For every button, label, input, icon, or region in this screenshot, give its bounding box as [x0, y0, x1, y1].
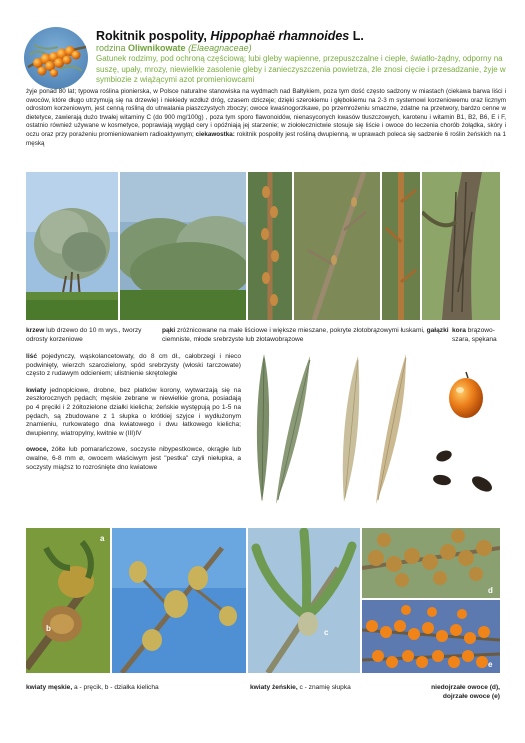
flowers-label: kwiaty [26, 386, 47, 394]
caption-bark-text: brązowo-szara, spękana [452, 327, 497, 343]
caption-fruit-line2: dojrzałe owoce (e) [442, 692, 500, 700]
label-e: e [488, 660, 493, 669]
leaf-upper-side [257, 354, 269, 502]
caption-male-label: kwiaty męskie, [26, 684, 73, 691]
caption-female-flowers [250, 684, 390, 693]
fruit-label: owoce, [26, 446, 49, 454]
leaf-label: liść [26, 353, 37, 360]
seeds [432, 449, 494, 495]
label-c: c [324, 628, 329, 637]
page-title [96, 29, 364, 43]
label-b: b [46, 624, 51, 633]
curiosity-label: ciekawostka: [195, 130, 235, 138]
flowers-description [26, 387, 241, 439]
main-text: żyje ponad 80 lat; typowa roślina pionierska, w Polsce naturalne stanowiska na wydmach nad Bałtykiem, poza tym dość często sadzony w miastach (ciekawa barwa liści i owoców, które długo utrzymują się na drzewie) i niekiedy wzdłuż dróg, czasem dziczeje; dzięki szerokiemu i głębokiemu na 2-3 m systemowi korzeniowemu oraz licznym odrostom korzeniowym, jest cenną rośliną do utrwalania piaszczystych zboczy; owoce kwaśnogorzkawe, po przemrożeniu smaczne, zdatne na przetwory, bardzo cenne w dietetyce, zawierają dużo trwałej witaminy C (do 900 mg/100g) , poza tym sporo flawonoidów, nienasyconych kwasów tłuszczowych, karotenu i witamin B1, B2, B6, E i F, ostatnio również używane w kosmetyce, poprawiają wygląd cery i opóźniają jej starzenie; w ziołolecznictwie stosuje się liście i owoce do leczenia chorób żołądka, skóry i oczu oraz przy porażeniu promieniowaniem radioaktywnym; [26, 88, 506, 138]
leaf-illustrations [246, 352, 420, 508]
fruit-and-seeds [424, 368, 500, 508]
title-common-name: Rokitnik pospolity, [96, 29, 211, 43]
title-latin-name: Hippophaë rhamnoides [210, 29, 350, 43]
flowers-text: jednopłciowe, drobne, bez płatków korony, wytwarzają się na zeszłorocznych pędach; męskie zebrane w niewielkie grona, posiadają po 4 pręciki i 2 żółtozielone działki kielicha; żeńskie występują po 1-5 na pędach, są zbudowane z 1 słupka o krótkiej szyjce i wydłużonym znamieniu, rurkowatego dna kwiatowego i dwu łatkowego kielicha; dwupienny, wiatropylny, kwitnie w (III)IV [26, 386, 241, 437]
caption-shrub-text: lub drzewo do 10 m wys., tworzy odrosty korzeniowe [26, 327, 142, 343]
label-d: d [488, 586, 493, 595]
photo-shrub [26, 172, 118, 320]
fruit-whole [449, 372, 483, 418]
leaf-description [26, 353, 241, 379]
family-label: rodzina [96, 43, 129, 53]
caption-buds-text: zróżnicowane na małe liściowe i większe mieszane, pokryte złotobrązowymi łuskami, [175, 327, 427, 334]
caption-fruit-line1: niedojrzałe owoce (d), [431, 684, 500, 691]
fruit-text: żółte lub pomarańczowe, soczyste nibypestkowce, okrągłe lub owalne, 6-8 mm ø, owocem właściwym jest "pestka" czyli niełupka, a soczysty miąższ to rozrośnięte dno kwiatowe [26, 446, 241, 471]
photo-female-flower [248, 528, 360, 673]
main-paragraph [26, 88, 506, 148]
curiosity-text: rokitnik pospolity jest rośliną dwupienną, w uprawach poleca się sadzenie 6 roślin żeńskich na 1 męską [26, 130, 506, 147]
caption-buds-label: pąki [162, 327, 176, 334]
caption-shrub-label: krzew [26, 327, 45, 334]
leaf-upper-side-2 [276, 356, 310, 504]
fruit-description [26, 446, 241, 472]
caption-female-text: c - znamię słupka [297, 684, 351, 691]
caption-male-flowers [26, 684, 226, 693]
photo-ripe-fruit [362, 600, 500, 673]
caption-male-text: a - pręcik, b - działka kielicha [72, 684, 159, 691]
caption-buds [162, 327, 454, 344]
intro-text: Gatunek rodzimy, pod ochroną częściową; lubi gleby wapienne, przepuszczalne i ciepłe, światło-żądny, odporny na suszę, upały, mrozy, niewielkie zasolenie gleby i zanieczyszczenia powietrza, źle znosi cięcie i przesadzanie, żyje w symbiozie z wiążącymi azot promieniowcami [96, 54, 506, 84]
caption-female-label: kwiaty żeńskie, [250, 684, 298, 691]
header-fruit-photo [24, 27, 88, 89]
family-name: Oliwnikowate [128, 43, 186, 53]
family-latin: (Elaeagnaceae) [188, 43, 252, 53]
caption-bark-label: kora [452, 327, 466, 334]
caption-bark [452, 327, 504, 344]
photo-twig-thorn [294, 172, 380, 320]
photo-branch [382, 172, 420, 320]
family-line [96, 43, 252, 53]
description-column [26, 353, 241, 472]
leaf-under-side-2 [376, 354, 406, 504]
photo-thicket [120, 172, 246, 320]
photo-male-flower-2 [112, 528, 246, 673]
label-a: a [100, 534, 105, 543]
caption-fruits [400, 684, 500, 701]
photo-male-flower-1 [26, 528, 110, 673]
photo-bark [422, 172, 500, 320]
leaf-under-side [343, 356, 359, 502]
title-author: L. [349, 29, 364, 43]
photo-unripe-fruit [362, 528, 500, 598]
photo-buds [248, 172, 292, 320]
caption-twigs-text: ciemniste, młode srebrzyste lub złotawobrązowe [162, 335, 304, 343]
caption-twigs-label: gałązki [426, 327, 449, 334]
caption-shrub [26, 327, 146, 344]
leaf-text: pojedynczy, wąskolancetowaty, do 8 cm dł., całobrzegi i nieco podwinięty, wierzch szarozielony, spód srebrzysty (włoski tarczowate) często z rudawym odcieniem; ulistnienie skrętoległe [26, 353, 241, 378]
